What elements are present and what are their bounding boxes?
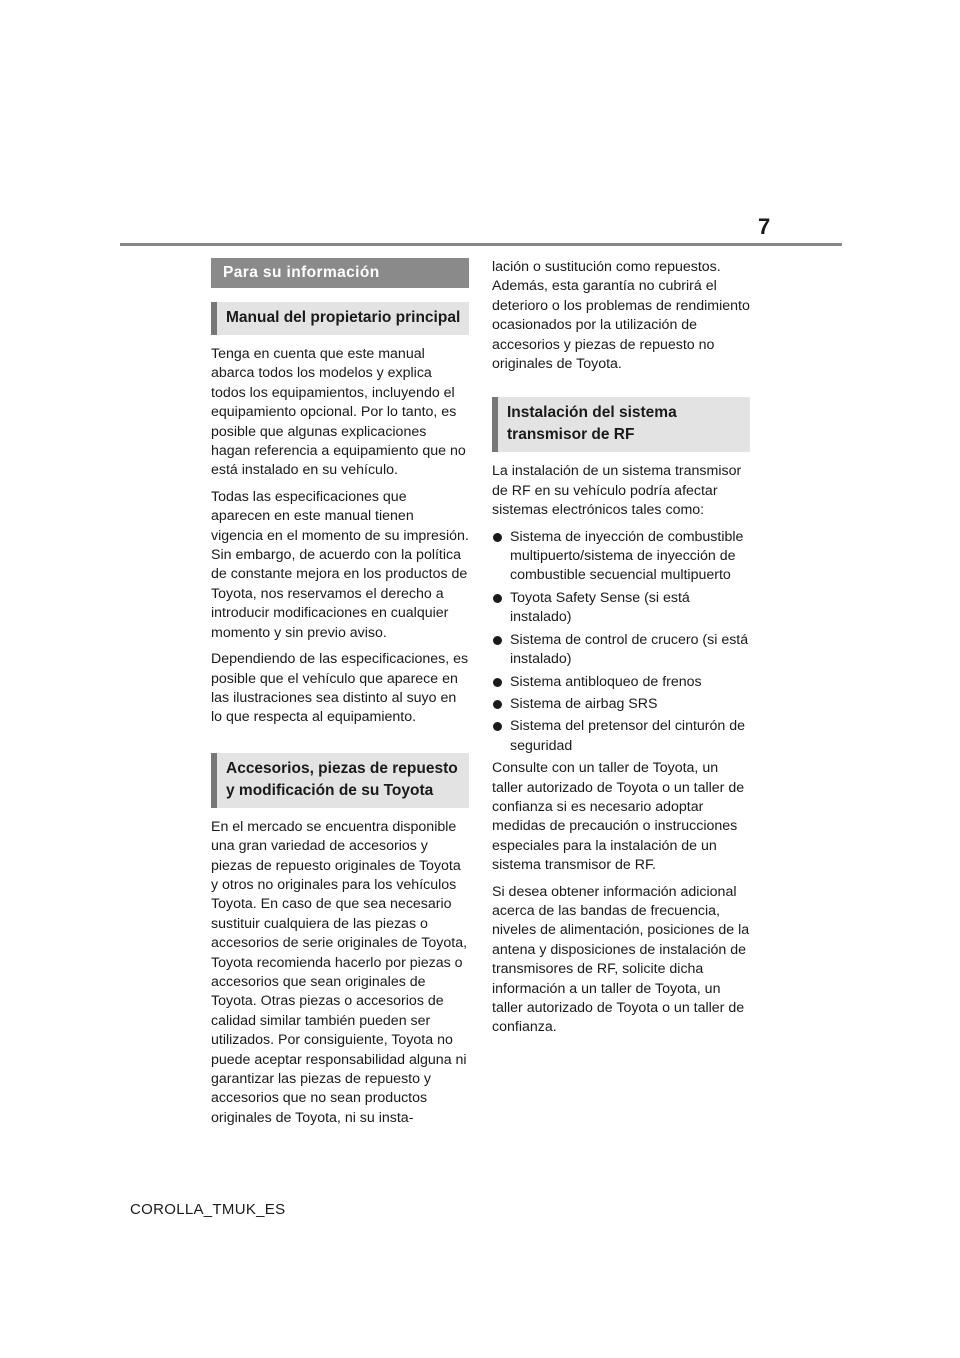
bullet-list bbox=[492, 528, 750, 756]
list-item: Sistema de airbag SRS bbox=[492, 695, 750, 714]
footer-code: COROLLA_TMUK_ES bbox=[130, 1201, 286, 1218]
paragraph: En el mercado se encuentra disponible una gran variedad de accesorios y piezas de repuesto originales de Toyota y otros no originales para los vehículos Toyota. En caso de que sea necesario sustituir cualquiera de las piezas o accesorios de serie originales de Toyota, Toyota recomienda hacerlo por piezas o accesorios que sean originales de Toyota. Otras piezas o accesorios de calidad similar también pueden ser utilizados. Por consiguiente, Toyota no puede aceptar responsabilidad alguna ni garantizar las piezas de repuesto y accesorios que no sean productos originales de Toyota, ni su insta- bbox=[211, 818, 468, 1126]
bullet-icon bbox=[493, 722, 502, 731]
paragraph: La instalación de un sistema transmisor de RF en su vehículo podría afectar sistemas electrónicos tales como: bbox=[492, 463, 742, 519]
heading-rf-transmitter: Instalación del sistema transmisor de RF bbox=[492, 397, 750, 452]
list-item: Sistema del pretensor del cinturón de seguridad bbox=[492, 717, 750, 756]
right-column bbox=[492, 258, 750, 1045]
bullet-icon bbox=[493, 678, 502, 687]
paragraph: Tenga en cuenta que este manual abarca todos los modelos y explica todos los equipamientos, incluyendo el equipamiento opcional. Por lo tanto, es posible que algunas explicaciones hagan referencia a equipamiento que no está instalado en su vehículo. bbox=[211, 346, 466, 479]
bullet-icon bbox=[493, 700, 502, 709]
bullet-icon bbox=[493, 594, 502, 603]
section-title: Para su información bbox=[211, 258, 469, 288]
page-number: 7 bbox=[758, 214, 771, 239]
paragraph: Todas las especificaciones que aparecen en este manual tienen vigencia en el momento de su impresión. Sin embargo, de acuerdo con la política de constante mejora en los productos de Toyota, nos reservamos el derecho a introducir modificaciones en cualquier momento y sin previo aviso. bbox=[211, 488, 469, 641]
paragraph-continuation: lación o sustitución como repuestos. Además, esta garantía no cubrirá el deterioro o los problemas de rendimiento ocasionados por la utilización de accesorios y piezas de repuesto no originales de Toyota. bbox=[492, 259, 750, 373]
paragraph: Consulte con un taller de Toyota, un taller autorizado de Toyota o un taller de confianza si es necesario adoptar medidas de precaución o instrucciones especiales para la instalación de un sistema transmisor de RF. bbox=[492, 760, 745, 874]
bullet-icon bbox=[493, 533, 502, 542]
list-item: Sistema antibloqueo de frenos bbox=[492, 673, 750, 692]
list-item: Sistema de control de crucero (si está instalado) bbox=[492, 631, 750, 670]
heading-accessories: Accesorios, piezas de repuesto y modificación de su Toyota bbox=[211, 753, 469, 808]
paragraph: Si desea obtener información adicional acerca de las bandas de frecuencia, niveles de alimentación, posiciones de la antena y disposiciones de instalación de transmisores de RF, solicite dicha información a un taller de Toyota, un taller autorizado de Toyota o un taller de confianza. bbox=[492, 883, 750, 1036]
list-item: Toyota Safety Sense (si está instalado) bbox=[492, 589, 750, 628]
heading-owners-manual: Manual del propietario principal bbox=[211, 302, 469, 335]
paragraph: Dependiendo de las especificaciones, es posible que el vehículo que aparece en las ilustraciones sea distinto al suyo en lo que respecta al equipamiento. bbox=[211, 651, 469, 726]
bullet-icon bbox=[493, 636, 502, 645]
left-column bbox=[211, 258, 469, 1135]
header-rule bbox=[120, 243, 842, 246]
list-item: Sistema de inyección de combustible multipuerto/sistema de inyección de combustible secuencial multipuerto bbox=[492, 528, 750, 586]
